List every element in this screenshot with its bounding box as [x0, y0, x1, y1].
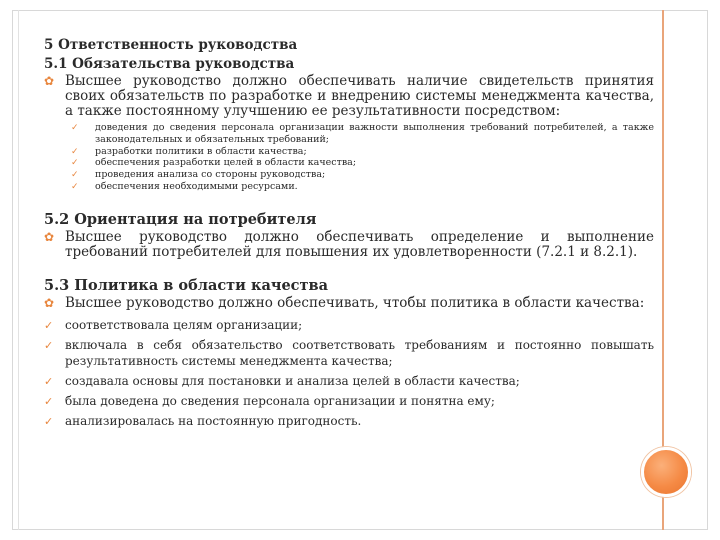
section-5-1-title: 5.1 Обязательства руководства [44, 56, 295, 72]
section-5-2-title: 5.2 Ориентация на потребителя [44, 210, 317, 228]
list-item [44, 373, 654, 389]
decorative-orange-circle [641, 447, 691, 497]
list-item [44, 337, 654, 369]
section-5-3-list [44, 317, 654, 429]
section-5-1-intro-text: Высшее руководство должно обеспечивать наличие свидетельств принятия своих обязательств по разработке и внедрению системы менеджмента качества, а также постоянному улучшению ее результативности посредством: [65, 73, 654, 119]
check-bullet-icon: ✓ [44, 394, 54, 408]
list-item [44, 181, 654, 193]
check-bullet-icon: ✓ [44, 414, 54, 428]
section-5-3-title: 5.3 Политика в области качества [44, 276, 328, 294]
check-bullet-icon: ✓ [71, 181, 79, 192]
section-5-2-text [44, 230, 654, 260]
section-5-2-body: Высшее руководство должно обеспечивать определение и выполнение требований потребителей для повышения их удовлетворенности (7.2.1 и 8.2.1). [65, 228, 654, 260]
section-5-3-intro-text: Высшее руководство должно обеспечивать, чтобы политика в области качества: [65, 294, 645, 311]
check-bullet-icon: ✓ [71, 158, 79, 169]
list-item-text: обеспечения разработки целей в области качества; [95, 157, 357, 169]
list-item [44, 157, 654, 169]
list-item-text: создавала основы для постановки и анализа целей в области качества; [65, 373, 520, 388]
check-bullet-icon: ✓ [71, 146, 79, 157]
spacer [44, 193, 654, 210]
list-item-text: проведения анализа со стороны руководства; [95, 169, 326, 181]
section-5-1-intro [44, 74, 654, 119]
list-item-text: доведения до сведения персонала организации важности выполнения требований потребителей, а также законодательных и обязательных требований; [95, 122, 654, 145]
list-item [44, 169, 654, 181]
list-item-text: анализировалась на постоянную пригодность. [65, 413, 362, 428]
list-item [44, 393, 654, 409]
check-bullet-icon: ✓ [71, 123, 79, 133]
spacer [44, 260, 654, 276]
list-item [44, 317, 654, 333]
list-item [44, 146, 654, 158]
list-item-text: разработки политики в области качества; [95, 145, 307, 157]
section-5-1-list [44, 122, 654, 193]
list-item [44, 122, 654, 146]
check-bullet-icon: ✓ [71, 170, 79, 181]
flower-bullet-icon: ✿ [44, 74, 55, 88]
list-item [44, 413, 654, 429]
check-bullet-icon: ✓ [44, 374, 54, 388]
check-bullet-icon: ✓ [44, 318, 54, 332]
flower-bullet-icon: ✿ [44, 295, 55, 310]
list-item-text: была доведена до сведения персонала организации и понятна ему; [65, 393, 495, 408]
frame-line-left [18, 10, 19, 530]
flower-bullet-icon: ✿ [44, 229, 55, 244]
section-5-3-intro [44, 296, 654, 311]
list-item-text: обеспечения необходимыми ресурсами. [95, 180, 298, 192]
slide-content [44, 36, 654, 433]
section-5-title: 5 Ответственность руководства [44, 37, 298, 53]
list-item-text: соответствовала целям организации; [65, 317, 303, 332]
check-bullet-icon: ✓ [44, 338, 54, 352]
list-item-text: включала в себя обязательство соответствовать требованиям и постоянно повышать результативность системы менеджмента качества; [65, 337, 654, 368]
